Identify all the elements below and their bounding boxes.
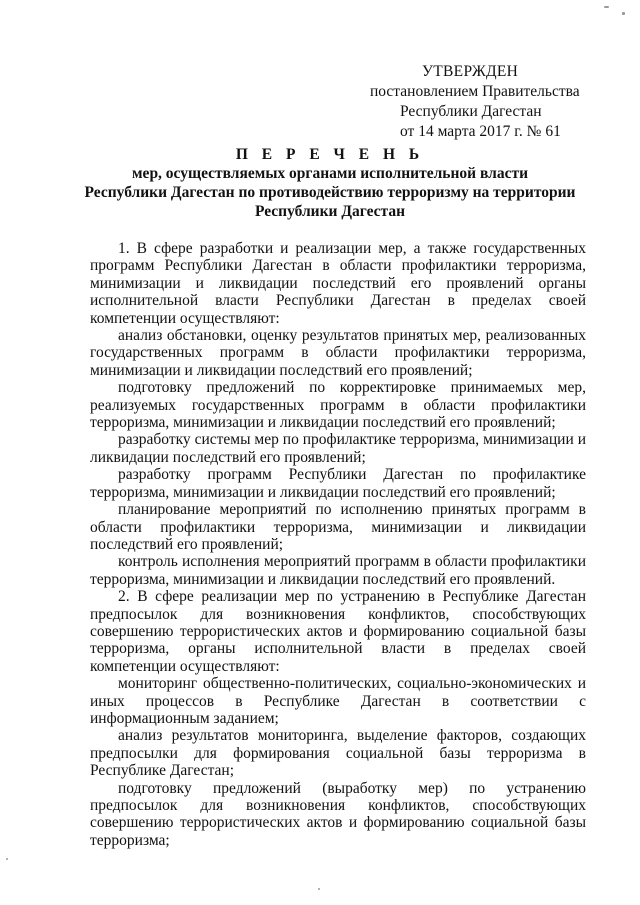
paragraph: 1. В сфере разработки и реализации мер, а также государственных программ Республики Дагестан в области профилактики терроризма, минимизации и ликвидации последствий его проявлений органы исполнительной власти Республики Дагестан в пределах своей компетенции осуществляют: (90, 240, 586, 327)
paragraph: контроль исполнения мероприятий программ в области профилактики терроризма, минимизации и ликвидации последствий его проявлений. (90, 553, 586, 588)
paragraph: подготовку предложений по корректировке принимаемых мер, реализуемых государственных программ в области профилактики терроризма, минимизации и ликвидации последствий его проявлений; (90, 379, 586, 432)
scan-artifact (6, 858, 8, 860)
approval-stamp-block (362, 62, 612, 142)
paragraph: мониторинг общественно-политических, социально-экономических и иных процессов в Республике Дагестан в соответствии с информационным заданием; (90, 675, 586, 727)
approval-title: УТВЕРЖДЕН (422, 63, 519, 80)
paragraph: планирование мероприятий по исполнению принятых программ в области профилактики терроризма, минимизации и ликвидации последствий его проявлений; (90, 501, 586, 553)
paragraph: анализ обстановки, оценку результатов принятых мер, реализованных государственных программ в области профилактики терроризма, минимизации и ликвидации последствий его проявлений; (90, 327, 586, 379)
heading-line: Республики Дагестан по противодействию терроризму на территории (84, 184, 576, 201)
scan-artifact (318, 888, 320, 890)
document-heading (60, 145, 600, 221)
approval-line-date: от 14 марта 2017 г. № 61 (400, 123, 561, 140)
document-body (90, 240, 586, 849)
approval-line-republic: Республики Дагестан (400, 103, 542, 120)
heading-title: П Е Р Е Ч Е Н Ь (235, 146, 425, 163)
approval-line-resolution: постановлением Правительства (370, 83, 580, 100)
paragraph: подготовку предложений (выработку мер) по устранению предпосылок для возникновения конфликтов, способствующих совершению террористических актов и формированию социальной базы терроризма; (90, 779, 586, 849)
paragraph: разработку программ Республики Дагестан по профилактике терроризма, минимизации и ликвидации последствий его проявлений; (90, 466, 586, 501)
paragraph: 2. В сфере реализации мер по устранению в Республике Дагестан предпосылок для возникновения конфликтов, способствующих совершению террористических актов и формированию социальной базы терроризма, органы исполнительной власти в пределах своей компетенции осуществляют: (90, 588, 586, 675)
heading-line: Республики Дагестан (254, 203, 406, 220)
paragraph: анализ результатов мониторинга, выделение факторов, создающих предпосылки для формирования социальной базы терроризма в Республике Дагестан; (90, 727, 586, 780)
scan-artifact (622, 12, 625, 15)
scan-artifact (604, 6, 609, 8)
heading-line: мер, осуществляемых органами исполнительной власти (132, 165, 528, 182)
paragraph: разработку системы мер по профилактике терроризма, минимизации и ликвидации последствий его проявлений; (90, 431, 586, 466)
